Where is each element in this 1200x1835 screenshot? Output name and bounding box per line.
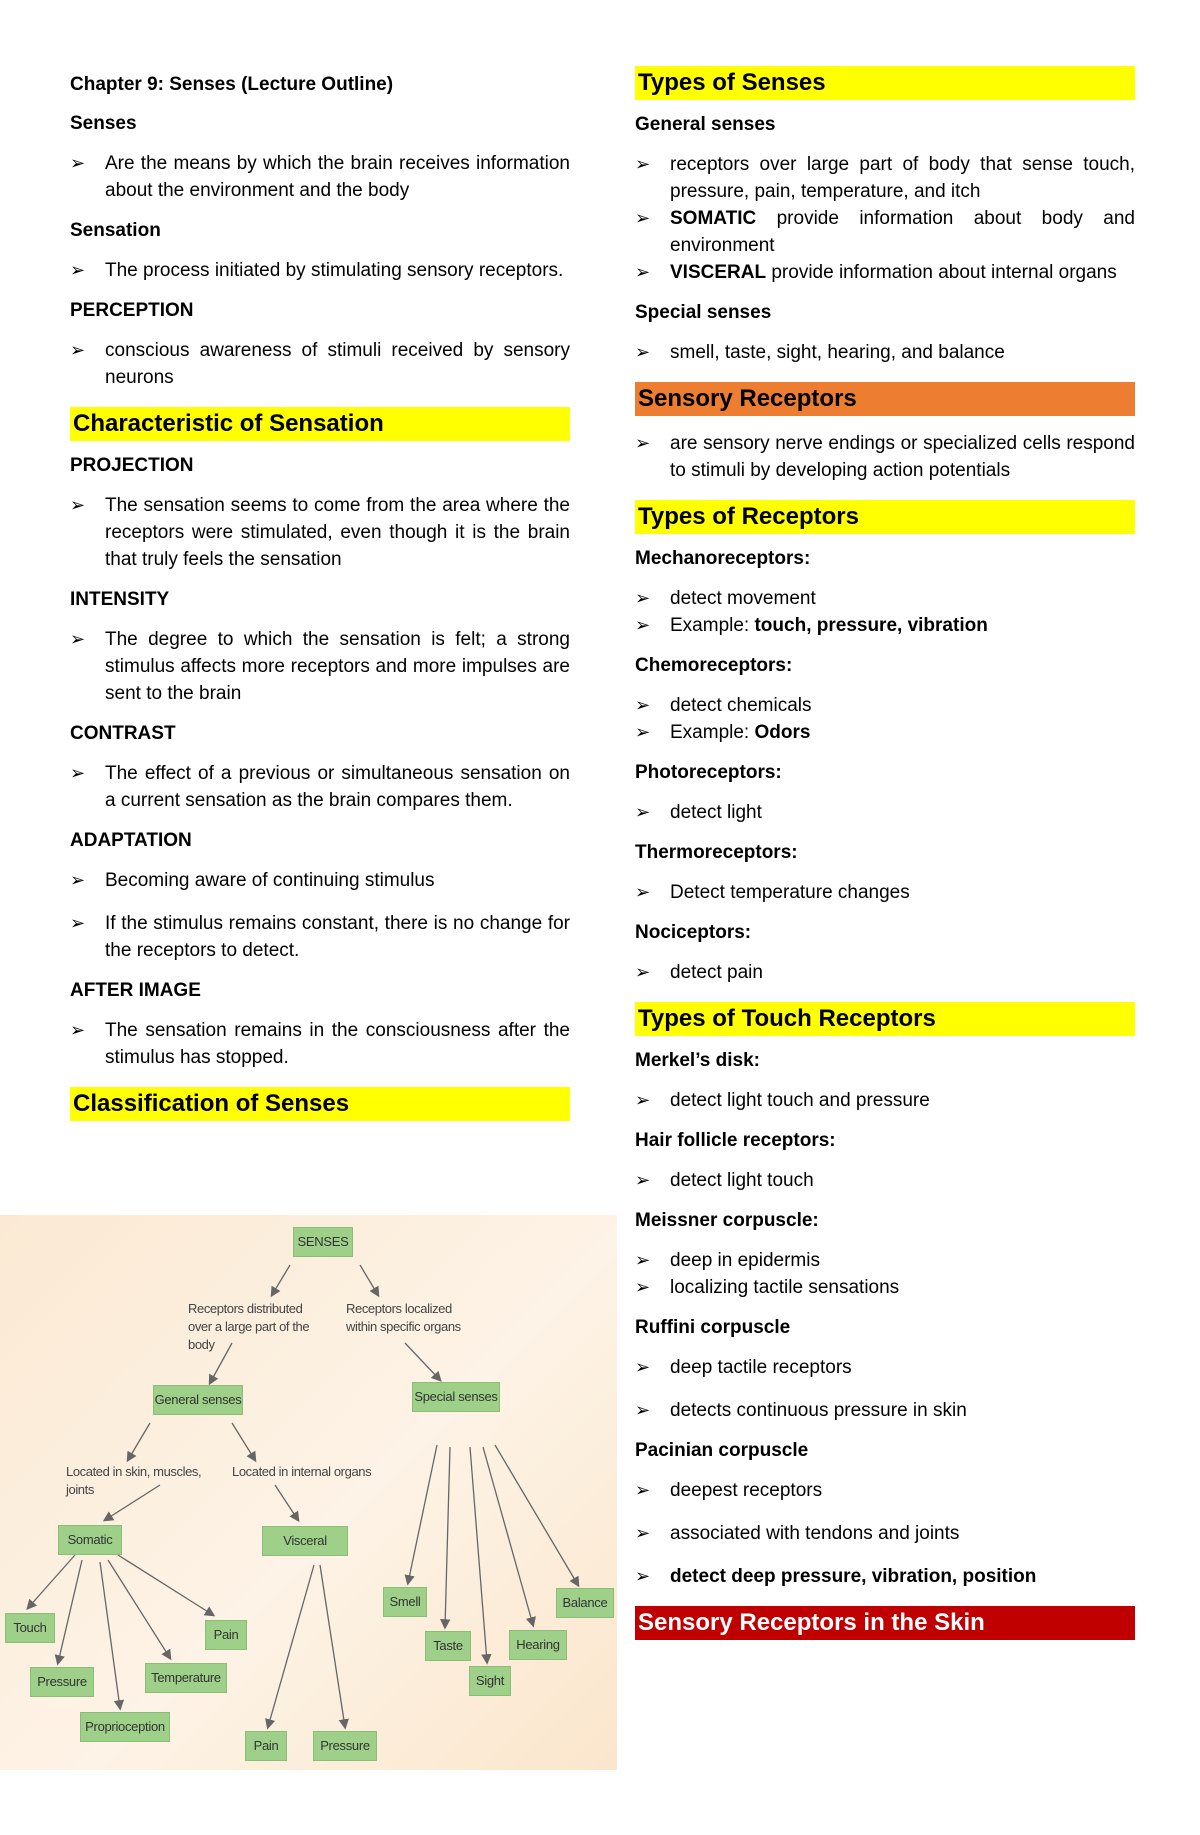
diagram-node-touch: Touch (5, 1613, 55, 1643)
sensory-receptors-list (635, 430, 1135, 484)
list-item: ➢ The sensation remains in the consciousness after the stimulus has stopped. (70, 1017, 570, 1071)
photoreceptors-list (635, 799, 1135, 826)
types-of-touch-receptors-band: Types of Touch Receptors (635, 1002, 1135, 1036)
list-item: ➢ detect movement (635, 585, 1135, 612)
classification-band: Classification of Senses (70, 1087, 570, 1121)
diagram-node-proprioception: Proprioception (80, 1712, 170, 1742)
projection-list (70, 492, 570, 573)
adaptation-heading: ADAPTATION (70, 830, 192, 851)
example-terms: Odors (754, 722, 811, 743)
list-item: ➢ detect pain (635, 959, 1135, 986)
list-item (635, 205, 1135, 259)
list-item: ➢ deep in epidermis (635, 1247, 1135, 1274)
example-terms: touch, pressure, vibration (754, 615, 988, 636)
sensory-receptors-band: Sensory Receptors (635, 382, 1135, 416)
list-item: ➢ Becoming aware of continuing stimulus (70, 867, 570, 894)
general-senses-list (635, 151, 1135, 286)
list-item (635, 612, 1135, 639)
diagram-node-special: Special senses (412, 1382, 500, 1412)
example-prefix: Example: (670, 615, 755, 636)
diagram-note-somatic: Located in skin, muscles, joints (66, 1464, 202, 1497)
photoreceptors-heading: Photoreceptors: (635, 762, 782, 783)
list-item: ➢ deepest receptors (635, 1477, 1135, 1504)
mechanoreceptors-list (635, 585, 1135, 639)
list-item: ➢ detect chemicals (635, 692, 1135, 719)
diagram-node-pain-visceral: Pain (245, 1731, 287, 1761)
list-item: ➢ deep tactile receptors (635, 1354, 1135, 1381)
diagram-node-balance: Balance (556, 1588, 614, 1618)
list-item (635, 719, 1135, 746)
list-item: ➢ Are the means by which the brain receives information about the environment and the body (70, 150, 570, 204)
list-item: ➢ detect light touch (635, 1167, 1135, 1194)
chemoreceptors-heading: Chemoreceptors: (635, 655, 793, 676)
list-item: ➢ localizing tactile sensations (635, 1274, 1135, 1301)
types-of-senses-band: Types of Senses (635, 66, 1135, 100)
senses-heading: Senses (70, 113, 137, 134)
intensity-heading: INTENSITY (70, 589, 170, 610)
pacinian-list (635, 1477, 1135, 1590)
diagram-node-pain-somatic: Pain (205, 1620, 247, 1650)
diagram-note-visceral: Located in internal organs (232, 1464, 372, 1479)
general-senses-heading: General senses (635, 114, 776, 135)
meissner-heading: Meissner corpuscle: (635, 1210, 819, 1231)
diagram-node-visceral: Visceral (262, 1526, 348, 1556)
diagram-node-hearing: Hearing (509, 1630, 567, 1660)
skin-receptors-band: Sensory Receptors in the Skin (635, 1606, 1135, 1640)
mechanoreceptors-heading: Mechanoreceptors: (635, 548, 811, 569)
thermoreceptors-list (635, 879, 1135, 906)
list-item: ➢ detects continuous pressure in skin (635, 1397, 1135, 1424)
diagram-note-special: Receptors localized within specific organs (346, 1301, 461, 1334)
diagram-node-senses: SENSES (293, 1227, 353, 1257)
diagram-node-sight: Sight (469, 1666, 511, 1696)
intensity-list (70, 626, 570, 707)
contrast-list (70, 760, 570, 814)
contrast-heading: CONTRAST (70, 723, 176, 744)
diagram-node-pressure: Pressure (30, 1667, 94, 1697)
special-senses-list (635, 339, 1135, 366)
types-of-receptors-band: Types of Receptors (635, 500, 1135, 534)
merkel-list (635, 1087, 1135, 1114)
hair-follicle-list (635, 1167, 1135, 1194)
list-item (635, 259, 1135, 286)
perception-heading: PERCEPTION (70, 300, 194, 321)
left-column (70, 66, 570, 1135)
list-item: ➢ detect light touch and pressure (635, 1087, 1135, 1114)
list-item: ➢ The process initiated by stimulating sensory receptors. (70, 257, 570, 284)
visceral-text: provide information about internal organs (766, 262, 1117, 283)
diagram-node-general: General senses (153, 1385, 243, 1415)
perception-list (70, 337, 570, 391)
list-item: ➢ Detect temperature changes (635, 879, 1135, 906)
diagram-node-somatic: Somatic (58, 1525, 122, 1555)
characteristic-band: Characteristic of Sensation (70, 407, 570, 441)
sensation-heading: Sensation (70, 220, 161, 241)
classification-diagram (0, 1215, 617, 1770)
somatic-text: provide information about body and environment (670, 208, 1135, 256)
ruffini-heading: Ruffini corpuscle (635, 1317, 791, 1338)
list-item: ➢ associated with tendons and joints (635, 1520, 1135, 1547)
list-item: ➢ detect light (635, 799, 1135, 826)
hair-follicle-heading: Hair follicle receptors: (635, 1130, 836, 1151)
visceral-term: VISCERAL (670, 262, 767, 283)
chapter-title: Chapter 9: Senses (Lecture Outline) (70, 74, 394, 95)
diagram-node-taste: Taste (425, 1631, 471, 1661)
ruffini-list (635, 1354, 1135, 1424)
after-image-heading: AFTER IMAGE (70, 980, 201, 1001)
list-item: ➢ The effect of a previous or simultaneous sensation on a current sensation as the brain compares them. (70, 760, 570, 814)
somatic-term: SOMATIC (670, 208, 757, 229)
list-item: ➢ smell, taste, sight, hearing, and balance (635, 339, 1135, 366)
merkel-heading: Merkel’s disk: (635, 1050, 760, 1071)
pacinian-heading: Pacinian corpuscle (635, 1440, 809, 1461)
list-item: ➢ The degree to which the sensation is felt; a strong stimulus affects more receptors and more impulses are sent to the brain (70, 626, 570, 707)
list-item: ➢ conscious awareness of stimuli received by sensory neurons (70, 337, 570, 391)
adaptation-list (70, 867, 570, 964)
diagram-node-smell: Smell (383, 1587, 427, 1617)
meissner-list (635, 1247, 1135, 1301)
right-column (635, 66, 1135, 1654)
chemoreceptors-list (635, 692, 1135, 746)
special-senses-heading: Special senses (635, 302, 772, 323)
list-item: ➢ are sensory nerve endings or specialized cells respond to stimuli by developing action potentials (635, 430, 1135, 484)
senses-list (70, 150, 570, 204)
nociceptors-heading: Nociceptors: (635, 922, 752, 943)
after-image-list (70, 1017, 570, 1071)
diagram-note-general: Receptors distributed over a large part of the body (188, 1301, 310, 1352)
list-item: ➢ detect deep pressure, vibration, position (635, 1563, 1135, 1590)
list-item: ➢ If the stimulus remains constant, there is no change for the receptors to detect. (70, 910, 570, 964)
diagram-node-pressure-visceral: Pressure (313, 1731, 377, 1761)
list-item: ➢ The sensation seems to come from the area where the receptors were stimulated, even though it is the brain that truly feels the sensation (70, 492, 570, 573)
example-prefix: Example: (670, 722, 755, 743)
nociceptors-list (635, 959, 1135, 986)
projection-heading: PROJECTION (70, 455, 194, 476)
thermoreceptors-heading: Thermoreceptors: (635, 842, 798, 863)
sensation-list (70, 257, 570, 284)
diagram-node-temperature: Temperature (145, 1663, 227, 1693)
list-item: ➢ receptors over large part of body that sense touch, pressure, pain, temperature, and itch (635, 151, 1135, 205)
